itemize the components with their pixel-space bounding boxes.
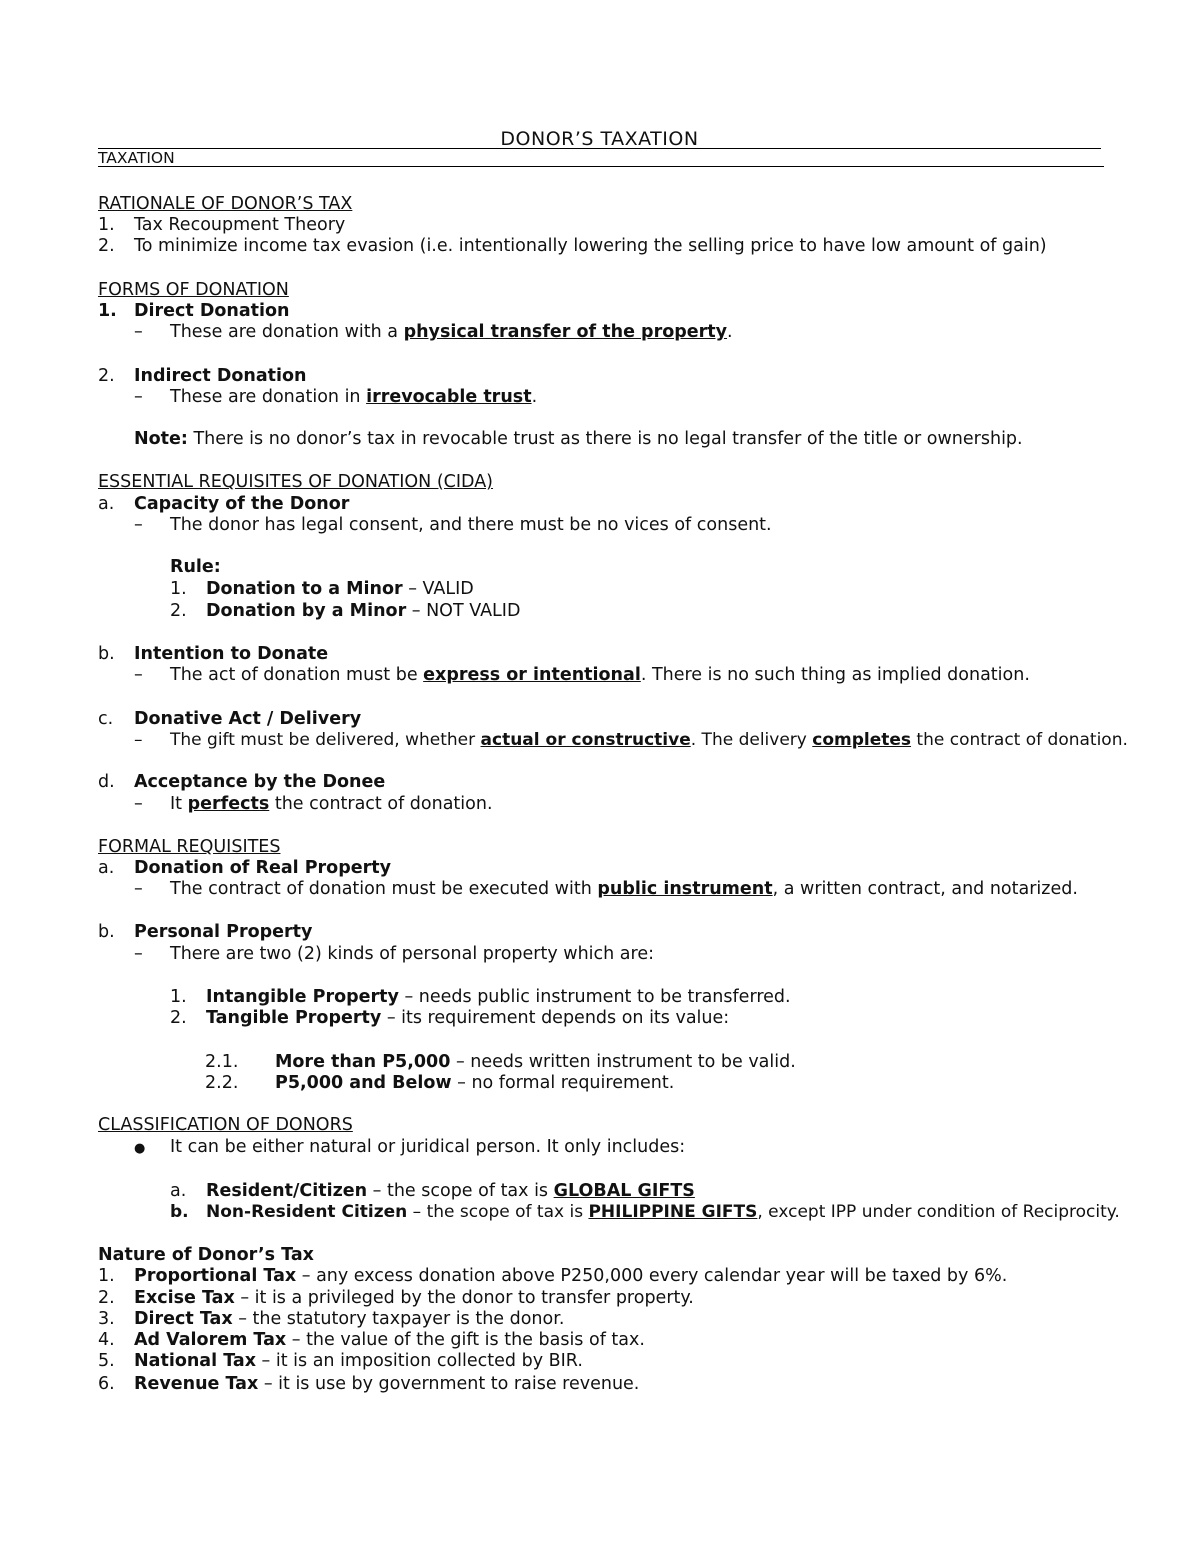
list-item: – The contract of donation must be executed with public instrument, a written contract, and notarized.: [134, 879, 1078, 899]
list-item: 2. Tangible Property – its requirement depends on its value:: [170, 1008, 730, 1028]
subtitle-row: [98, 150, 1104, 167]
list-item: 1. Intangible Property – needs public instrument to be transferred.: [170, 987, 791, 1007]
list-item: 1. Donation to a Minor – VALID: [170, 579, 474, 599]
rule-label: Rule:: [170, 557, 221, 577]
list-item: 6. Revenue Tax – it is use by government to raise revenue.: [98, 1374, 640, 1394]
list-item: 2.2. P5,000 and Below – no formal requirement.: [205, 1073, 675, 1093]
list-item: b. Personal Property: [98, 922, 313, 942]
list-item: 1. Tax Recoupment Theory: [98, 215, 346, 235]
list-item: – It perfects the contract of donation.: [134, 794, 493, 814]
bullet-icon: ●: [134, 1141, 146, 1156]
forms-heading: FORMS OF DONATION: [98, 280, 289, 300]
list-item: b. Non-Resident Citizen – the scope of tax is PHILIPPINE GIFTS, except IPP under condition of Reciprocity.: [170, 1202, 1120, 1222]
list-item: 5. National Tax – it is an imposition collected by BIR.: [98, 1351, 583, 1371]
document-title: DONOR’S TAXATION: [500, 128, 699, 150]
list-item: 2. Donation by a Minor – NOT VALID: [170, 601, 521, 621]
list-item: ● It can be either natural or juridical person. It only includes:: [134, 1137, 686, 1157]
document-subtitle: TAXATION: [98, 149, 175, 167]
classification-heading: CLASSIFICATION OF DONORS: [98, 1115, 353, 1135]
list-item: – The act of donation must be express or intentional. There is no such thing as implied donation.: [134, 665, 1030, 685]
list-item: 4. Ad Valorem Tax – the value of the gift is the basis of tax.: [98, 1330, 645, 1350]
list-item: 2. Excise Tax – it is a privileged by the donor to transfer property.: [98, 1288, 694, 1308]
list-item: 1. Direct Donation: [98, 301, 290, 321]
essential-heading: ESSENTIAL REQUISITES OF DONATION (CIDA): [98, 472, 494, 492]
list-item: – The donor has legal consent, and there must be no vices of consent.: [134, 515, 772, 535]
list-item: a. Capacity of the Donor: [98, 494, 350, 514]
list-item: 2.1. More than P5,000 – needs written instrument to be valid.: [205, 1052, 796, 1072]
list-item: – These are donation in irrevocable trust.: [134, 387, 538, 407]
list-item: 2. To minimize income tax evasion (i.e. intentionally lowering the selling price to have low amount of gain): [98, 236, 1047, 256]
list-item: – The gift must be delivered, whether actual or constructive. The delivery completes the contract of donation.: [134, 730, 1128, 750]
list-item: – There are two (2) kinds of personal property which are:: [134, 944, 655, 964]
list-item: 1. Proportional Tax – any excess donation above P250,000 every calendar year will be taxed by 6%.: [98, 1266, 1008, 1286]
list-item: b. Intention to Donate: [98, 644, 329, 664]
rationale-heading: RATIONALE OF DONOR’S TAX: [98, 194, 353, 214]
list-item: 2. Indirect Donation: [98, 366, 307, 386]
note: Note: There is no donor’s tax in revocable trust as there is no legal transfer of the title or ownership.: [134, 429, 1023, 449]
list-item: 3. Direct Tax – the statutory taxpayer is the donor.: [98, 1309, 565, 1329]
list-item: – These are donation with a physical transfer of the property.: [134, 322, 733, 342]
list-item: d. Acceptance by the Donee: [98, 772, 386, 792]
list-item: c. Donative Act / Delivery: [98, 709, 362, 729]
nature-heading: Nature of Donor’s Tax: [98, 1245, 314, 1265]
title-row: [98, 128, 1101, 149]
list-item: a. Donation of Real Property: [98, 858, 392, 878]
formal-heading: FORMAL REQUISITES: [98, 837, 281, 857]
list-item: a. Resident/Citizen – the scope of tax is GLOBAL GIFTS: [170, 1181, 695, 1201]
